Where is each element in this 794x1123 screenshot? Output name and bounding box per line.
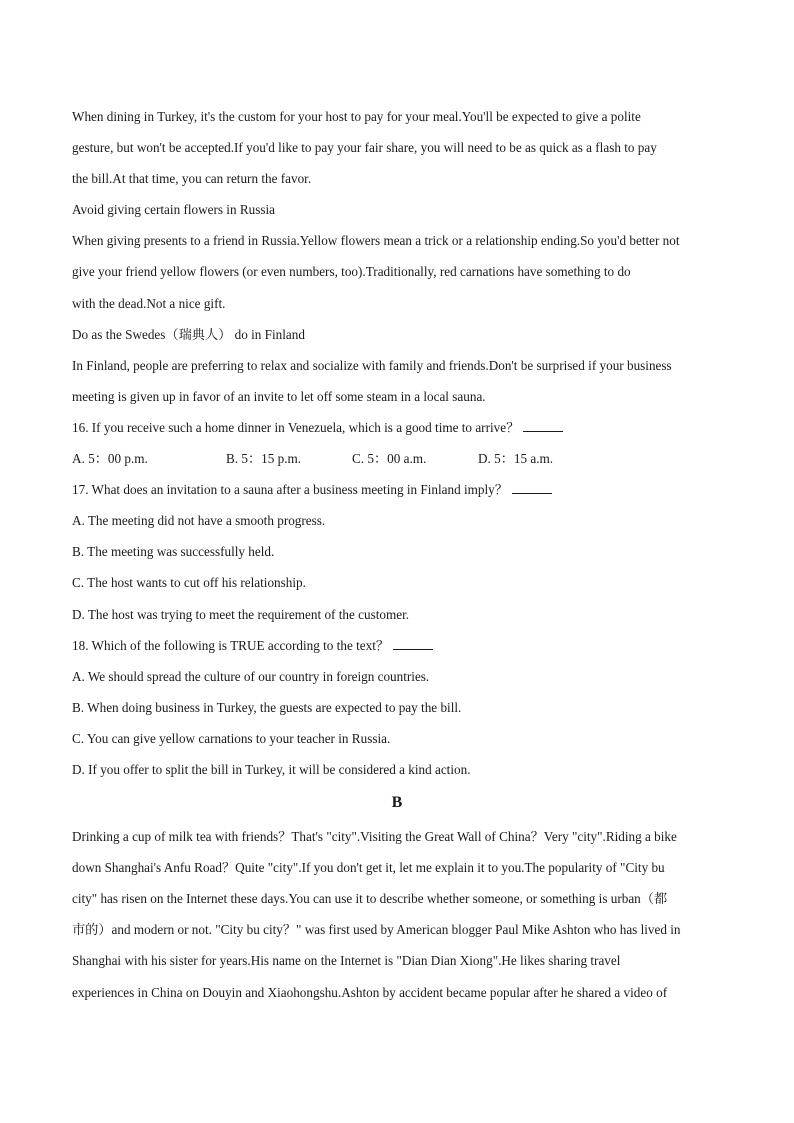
paragraph-line: Drinking a cup of milk tea with friends？That's "city".Visiting the Great Wall of China？Very "city".Riding a bike (72, 829, 677, 845)
finland-paragraph (72, 350, 722, 412)
paragraph-line: the bill.At that time, you can return the favor. (72, 171, 312, 187)
question-17 (72, 474, 722, 505)
q17-option-d[interactable]: D. The host was trying to meet the requirement of the customer. (72, 606, 410, 622)
paragraph-line: In Finland, people are preferring to relax and socialize with family and friends.Don't be surprised if your business (72, 357, 672, 373)
q18-option-a[interactable]: A. We should spread the culture of our country in foreign countries. (72, 668, 430, 684)
question-18-stem: 18. Which of the following is TRUE according to the text？ (72, 637, 390, 653)
q16-option-a[interactable]: A. 5：00 p.m. (72, 451, 148, 467)
paragraph-line: down Shanghai's Anfu Road？Quite "city".If you don't get it, let me explain it to you.The popularity of "City bu (72, 860, 665, 876)
section-b-title: B (391, 794, 403, 812)
answer-blank-16[interactable] (523, 417, 563, 432)
paragraph-line: gesture, but won't be accepted.If you'd like to pay your fair share, you will need to be as quick as a flash to pay (72, 140, 657, 156)
q16-option-c[interactable]: C. 5：00 a.m. (352, 451, 427, 467)
answer-blank-18[interactable] (393, 635, 433, 650)
question-16-options (72, 443, 722, 474)
q16-option-b[interactable]: B. 5：15 p.m. (226, 451, 302, 467)
question-16-stem: 16. If you receive such a home dinner in Venezuela, which is a good time to arrive？ (72, 419, 520, 435)
q18-option-d[interactable]: D. If you offer to split the bill in Turkey, it will be considered a kind action. (72, 761, 471, 777)
question-18 (72, 630, 722, 661)
q17-option-b[interactable]: B. The meeting was successfully held. (72, 544, 275, 560)
q16-option-d[interactable]: D. 5：15 a.m. (478, 451, 554, 467)
paragraph-line: experiences in China on Douyin and Xiaohongshu.Ashton by accident became popular after he shared a video of (72, 984, 668, 1000)
question-16 (72, 412, 722, 443)
paragraph-line: with the dead.Not a nice gift. (72, 295, 226, 311)
paragraph-line: When giving presents to a friend in Russia.Yellow flowers mean a trick or a relationship ending.So you'd better not (72, 233, 680, 249)
paragraph-line: city" has risen on the Internet these days.You can use it to describe whether someone, or something is urban（都 (72, 891, 668, 907)
paragraph-line: When dining in Turkey, it's the custom for your host to pay for your meal.You'll be expected to give a polite (72, 109, 641, 124)
q18-option-c[interactable]: C. You can give yellow carnations to your teacher in Russia. (72, 730, 391, 746)
q17-option-a[interactable]: A. The meeting did not have a smooth progress. (72, 513, 326, 529)
paragraph-line: meeting is given up in favor of an invite to let off some steam in a local sauna. (72, 388, 486, 404)
turkey-paragraph (72, 101, 722, 194)
paragraph-line: Shanghai with his sister for years.His name on the Internet is "Dian Dian Xiong".He likes sharing travel (72, 953, 621, 969)
section-b-paragraph (72, 821, 722, 1008)
answer-blank-17[interactable] (512, 479, 552, 494)
paragraph-line: give your friend yellow flowers (or even numbers, too).Traditionally, red carnations have something to do (72, 264, 631, 280)
question-17-stem: 17. What does an invitation to a sauna after a business meeting in Finland imply？ (72, 482, 508, 498)
document-content (72, 101, 722, 1008)
paragraph-line: 市的）and modern or not. "City bu city？" was first used by American blogger Paul Mike Ashton who has lived in (72, 922, 681, 938)
russia-heading: Avoid giving certain flowers in Russia (72, 202, 276, 218)
q17-option-c[interactable]: C. The host wants to cut off his relationship. (72, 575, 306, 591)
finland-heading: Do as the Swedes（瑞典人） do in Finland (72, 326, 305, 342)
russia-paragraph (72, 225, 722, 318)
q18-option-b[interactable]: B. When doing business in Turkey, the guests are expected to pay the bill. (72, 699, 462, 715)
